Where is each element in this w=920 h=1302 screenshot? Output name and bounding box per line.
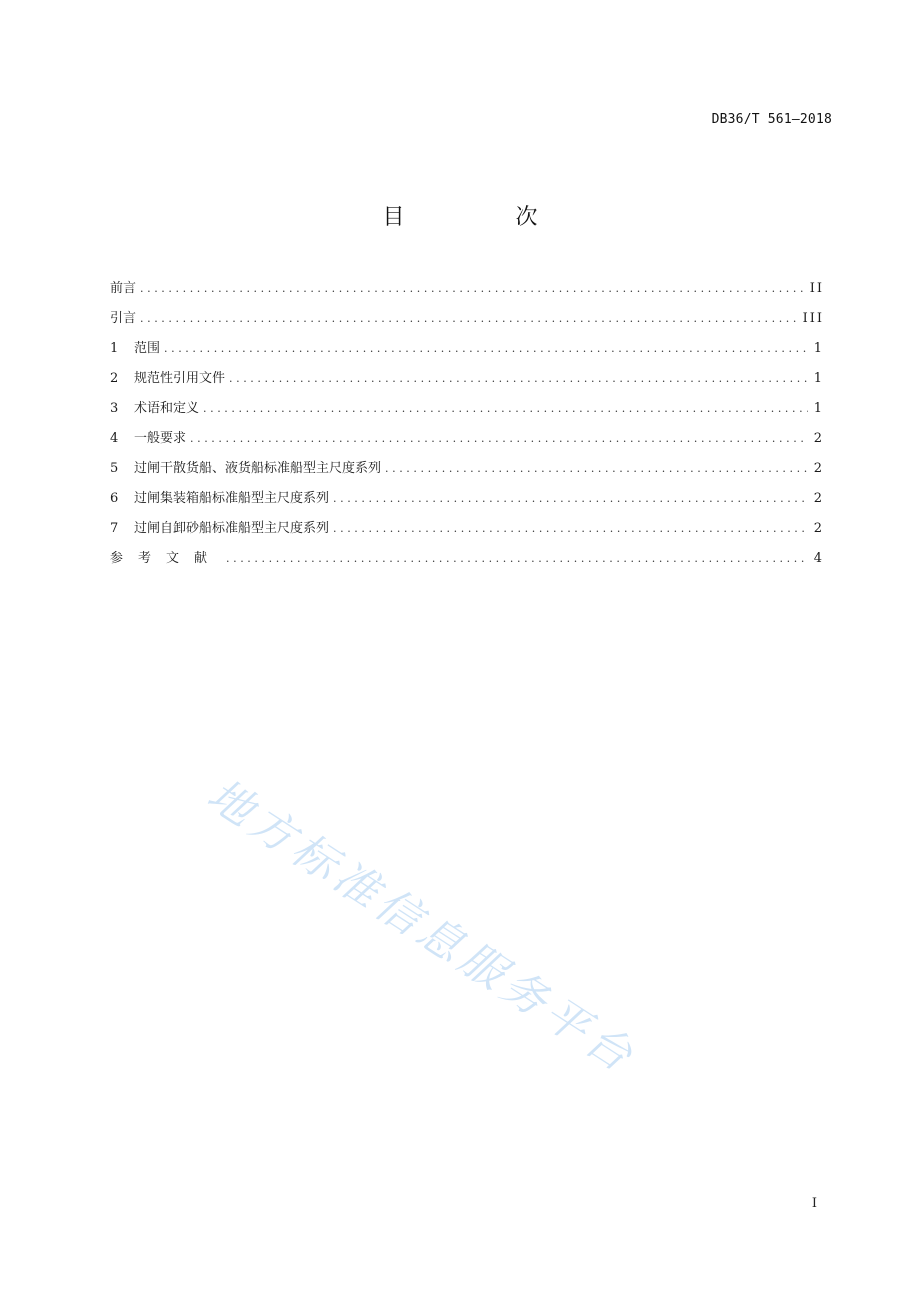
toc-entry-terms-definitions[interactable] [110,398,824,428]
toc-title: 目 次 [382,205,590,230]
toc-entry-label: 一般要求 [134,431,187,446]
toc-entry-page: 2 [813,431,824,446]
toc-dot-leader [203,398,808,420]
toc-entry-scope[interactable] [110,338,824,368]
toc-entry-page: 2 [813,491,824,506]
toc-entry-label: 过闸集装箱船标准船型主尺度系列 [134,491,330,506]
watermark-text: 地方标准信息服务平台 [198,769,646,1085]
toc-entry-sand-carrier-series[interactable] [110,518,824,548]
toc-dot-leader [333,488,808,510]
toc-entry-normative-references[interactable] [110,368,824,398]
toc-entry-label: 范围 [134,341,161,356]
toc-entry-foreword[interactable] [110,278,824,308]
toc-entry-page: 1 [813,371,824,386]
toc-entry-label: 过闸自卸砂船标准船型主尺度系列 [134,521,330,536]
toc-dot-leader [226,548,808,570]
toc-entry-bibliography[interactable] [110,548,824,578]
toc-entry-page: 2 [813,521,824,536]
toc-entry-number: 7 [110,521,119,536]
document-code: DB36/T 561—2018 [711,112,832,127]
toc-dot-leader [140,308,797,330]
toc-entry-label: 前言 [110,281,137,296]
page-number: I [811,1196,817,1211]
toc-dot-leader [229,368,808,390]
toc-entry-label: 参考文献 [110,551,223,566]
table-of-contents [110,278,824,578]
toc-entry-page: 1 [813,401,824,416]
toc-entry-introduction[interactable] [110,308,824,338]
toc-entry-number: 1 [110,341,119,356]
toc-entry-label: 术语和定义 [134,401,200,416]
toc-entry-page: 2 [813,461,824,476]
toc-entry-number: 3 [110,401,119,416]
toc-entry-page: 4 [813,551,824,566]
toc-entry-page: III [802,311,824,326]
toc-entry-number: 5 [110,461,119,476]
toc-entry-page: 1 [813,341,824,356]
toc-entry-label: 引言 [110,311,137,326]
toc-entry-bulk-tanker-series[interactable] [110,458,824,488]
toc-dot-leader [164,338,808,360]
toc-entry-container-series[interactable] [110,488,824,518]
toc-entry-number: 6 [110,491,119,506]
toc-entry-number: 4 [110,431,119,446]
toc-entry-number: 2 [110,371,119,386]
toc-dot-leader [140,278,804,300]
toc-entry-label: 过闸干散货船、液货船标准船型主尺度系列 [134,461,382,476]
toc-dot-leader [385,458,808,480]
toc-entry-general-requirements[interactable] [110,428,824,458]
toc-dot-leader [190,428,808,450]
toc-entry-page: II [809,281,824,296]
toc-entry-label: 规范性引用文件 [134,371,226,386]
toc-dot-leader [333,518,808,540]
